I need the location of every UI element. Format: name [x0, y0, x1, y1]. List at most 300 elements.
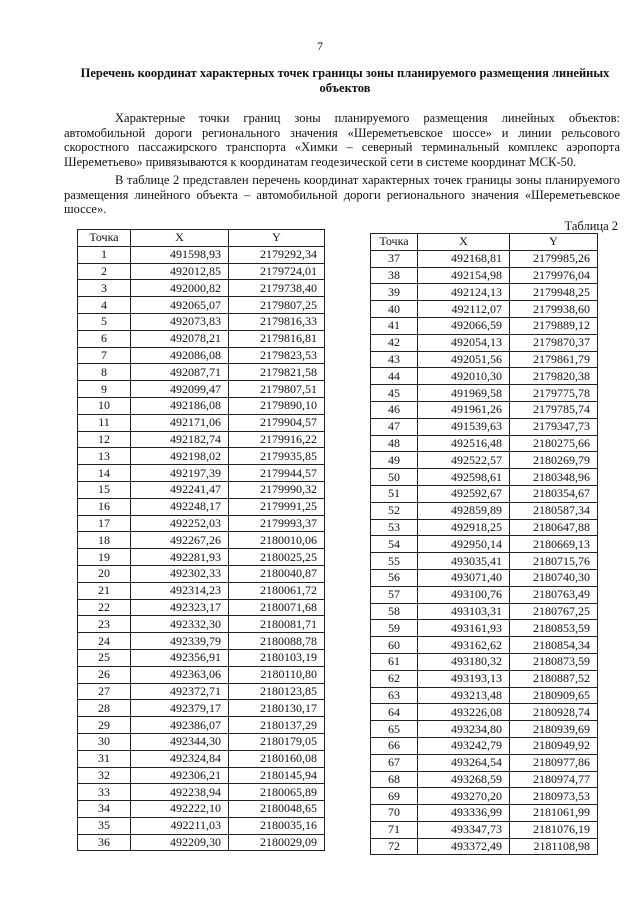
x-coordinate: 492000,82 [131, 280, 229, 297]
point-number: 59 [371, 620, 418, 637]
table-row [371, 536, 598, 553]
point-number: 29 [78, 717, 131, 734]
table-row [78, 246, 325, 263]
point-number: 51 [371, 485, 418, 502]
y-coordinate: 2180110,80 [229, 666, 325, 683]
x-coordinate: 493264,54 [418, 754, 510, 771]
table-row [371, 435, 598, 452]
table-row [371, 637, 598, 654]
x-coordinate: 492386,07 [131, 717, 229, 734]
table-row [78, 683, 325, 700]
table-row [78, 784, 325, 801]
y-coordinate: 2179820,38 [510, 368, 598, 385]
table-row [371, 653, 598, 670]
y-coordinate: 2179861,79 [510, 351, 598, 368]
y-coordinate: 2179807,51 [229, 381, 325, 398]
point-number: 38 [371, 267, 418, 284]
point-number: 35 [78, 817, 131, 834]
table-row [371, 620, 598, 637]
x-coordinate: 492267,26 [131, 532, 229, 549]
table-row [78, 750, 325, 767]
header-x: X [131, 230, 229, 247]
x-coordinate: 493226,08 [418, 704, 510, 721]
table-row [371, 502, 598, 519]
y-coordinate: 2179292,34 [229, 246, 325, 263]
table-row [78, 817, 325, 834]
y-coordinate: 2180348,96 [510, 469, 598, 486]
table-row [371, 351, 598, 368]
table-row [371, 250, 598, 267]
table-row [371, 805, 598, 822]
x-coordinate: 492087,71 [131, 364, 229, 381]
y-coordinate: 2179938,60 [510, 301, 598, 318]
y-coordinate: 2179976,04 [510, 267, 598, 284]
point-number: 17 [78, 515, 131, 532]
point-number: 50 [371, 469, 418, 486]
table-row [78, 381, 325, 398]
table-header-row [371, 234, 598, 251]
y-coordinate: 2180025,25 [229, 549, 325, 566]
point-number: 39 [371, 284, 418, 301]
point-number: 14 [78, 465, 131, 482]
table-row [371, 485, 598, 502]
y-coordinate: 2179347,73 [510, 418, 598, 435]
table-row [78, 364, 325, 381]
x-coordinate: 493071,40 [418, 569, 510, 586]
x-coordinate: 493100,76 [418, 586, 510, 603]
y-coordinate: 2180145,94 [229, 767, 325, 784]
table-row [78, 397, 325, 414]
y-coordinate: 2179916,22 [229, 431, 325, 448]
x-coordinate: 492339,79 [131, 633, 229, 650]
x-coordinate: 492209,30 [131, 834, 229, 851]
table-row [371, 687, 598, 704]
point-number: 12 [78, 431, 131, 448]
point-number: 20 [78, 565, 131, 582]
y-coordinate: 2179775,78 [510, 385, 598, 402]
table-row [371, 737, 598, 754]
table-row [371, 301, 598, 318]
x-coordinate: 492598,61 [418, 469, 510, 486]
y-coordinate: 2181076,19 [510, 821, 598, 838]
point-number: 58 [371, 603, 418, 620]
x-coordinate: 492302,33 [131, 565, 229, 582]
y-coordinate: 2179821,58 [229, 364, 325, 381]
table-row [78, 733, 325, 750]
table-row [78, 515, 325, 532]
table-reference-paragraph: В таблице 2 представлен перечень координат характерных точек границы зоны планируемого размещения линейного объекта – автомобильной дороги регионального значения «Шереметьевское шоссе». [64, 173, 620, 217]
x-coordinate: 492516,48 [418, 435, 510, 452]
table-row [78, 481, 325, 498]
x-coordinate: 492306,21 [131, 767, 229, 784]
coordinates-table-left [77, 229, 325, 851]
point-number: 18 [78, 532, 131, 549]
table-row [78, 582, 325, 599]
x-coordinate: 492124,13 [418, 284, 510, 301]
point-number: 62 [371, 670, 418, 687]
point-number: 9 [78, 381, 131, 398]
table-row [371, 838, 598, 855]
y-coordinate: 2180939,69 [510, 721, 598, 738]
point-number: 36 [78, 834, 131, 851]
x-coordinate: 492222,10 [131, 801, 229, 818]
x-coordinate: 493242,79 [418, 737, 510, 754]
y-coordinate: 2180130,17 [229, 700, 325, 717]
x-coordinate: 492086,08 [131, 347, 229, 364]
point-number: 43 [371, 351, 418, 368]
x-coordinate: 492066,59 [418, 317, 510, 334]
y-coordinate: 2180928,74 [510, 704, 598, 721]
x-coordinate: 492248,17 [131, 498, 229, 515]
table-row [78, 532, 325, 549]
y-coordinate: 2180061,72 [229, 582, 325, 599]
y-coordinate: 2180040,87 [229, 565, 325, 582]
x-coordinate: 493213,48 [418, 687, 510, 704]
point-number: 61 [371, 653, 418, 670]
table-row [78, 414, 325, 431]
point-number: 15 [78, 481, 131, 498]
table-row [78, 767, 325, 784]
x-coordinate: 493336,99 [418, 805, 510, 822]
x-coordinate: 492099,47 [131, 381, 229, 398]
y-coordinate: 2180010,06 [229, 532, 325, 549]
table-row [371, 721, 598, 738]
table-row [78, 330, 325, 347]
point-number: 41 [371, 317, 418, 334]
table-row [78, 565, 325, 582]
table-row [78, 616, 325, 633]
point-number: 32 [78, 767, 131, 784]
x-coordinate: 493103,31 [418, 603, 510, 620]
x-coordinate: 493347,73 [418, 821, 510, 838]
y-coordinate: 2180269,79 [510, 452, 598, 469]
point-number: 46 [371, 401, 418, 418]
point-number: 2 [78, 263, 131, 280]
point-number: 65 [371, 721, 418, 738]
y-coordinate: 2179785,74 [510, 401, 598, 418]
x-coordinate: 492332,30 [131, 616, 229, 633]
y-coordinate: 2179904,57 [229, 414, 325, 431]
table-row [371, 385, 598, 402]
y-coordinate: 2180909,65 [510, 687, 598, 704]
point-number: 31 [78, 750, 131, 767]
y-coordinate: 2179948,25 [510, 284, 598, 301]
table-row [371, 469, 598, 486]
x-coordinate: 493193,13 [418, 670, 510, 687]
table-row [78, 347, 325, 364]
x-coordinate: 493268,59 [418, 771, 510, 788]
point-number: 60 [371, 637, 418, 654]
x-coordinate: 493234,80 [418, 721, 510, 738]
table-row [78, 700, 325, 717]
point-number: 42 [371, 334, 418, 351]
table-row [371, 704, 598, 721]
y-coordinate: 2180354,67 [510, 485, 598, 502]
table-row [78, 666, 325, 683]
table-row [371, 821, 598, 838]
table-row [371, 267, 598, 284]
y-coordinate: 2179738,40 [229, 280, 325, 297]
table-row [371, 334, 598, 351]
table-row [371, 603, 598, 620]
y-coordinate: 2180763,49 [510, 586, 598, 603]
table-row [371, 586, 598, 603]
point-number: 21 [78, 582, 131, 599]
y-coordinate: 2180137,29 [229, 717, 325, 734]
y-coordinate: 2180853,59 [510, 620, 598, 637]
y-coordinate: 2180767,25 [510, 603, 598, 620]
table-row [78, 599, 325, 616]
table-row [78, 263, 325, 280]
x-coordinate: 492281,93 [131, 549, 229, 566]
y-coordinate: 2180103,19 [229, 649, 325, 666]
x-coordinate: 492171,06 [131, 414, 229, 431]
table-row [78, 431, 325, 448]
point-number: 27 [78, 683, 131, 700]
point-number: 57 [371, 586, 418, 603]
point-number: 69 [371, 788, 418, 805]
x-coordinate: 492112,07 [418, 301, 510, 318]
x-coordinate: 492252,03 [131, 515, 229, 532]
point-number: 6 [78, 330, 131, 347]
table-row [78, 448, 325, 465]
page-title: Перечень координат характерных точек границы зоны планируемого размещения линейных объектов [80, 66, 610, 95]
y-coordinate: 2180647,88 [510, 519, 598, 536]
table-row [371, 418, 598, 435]
table-row [371, 553, 598, 570]
x-coordinate: 492238,94 [131, 784, 229, 801]
x-coordinate: 491961,26 [418, 401, 510, 418]
point-number: 3 [78, 280, 131, 297]
point-number: 34 [78, 801, 131, 818]
intro-paragraph: Характерные точки границ зоны планируемого размещения линейных объектов: автомобильной дороги регионального значения «Шереметьевское шоссе» и линии рельсового скоростного пассажирского транспорта «Химки – северный терминальный комплекс аэропорта Шереметьево» привязываются к координатам геодезической сети в системе координат МСК-50. [64, 111, 620, 169]
table-row [78, 297, 325, 314]
y-coordinate: 2179807,25 [229, 297, 325, 314]
x-coordinate: 492211,03 [131, 817, 229, 834]
header-point: Точка [371, 234, 418, 251]
point-number: 40 [371, 301, 418, 318]
y-coordinate: 2180740,30 [510, 569, 598, 586]
x-coordinate: 492950,14 [418, 536, 510, 553]
y-coordinate: 2179944,57 [229, 465, 325, 482]
x-coordinate: 493270,20 [418, 788, 510, 805]
point-number: 68 [371, 771, 418, 788]
point-number: 7 [78, 347, 131, 364]
point-number: 52 [371, 502, 418, 519]
table-row [371, 317, 598, 334]
x-coordinate: 492356,91 [131, 649, 229, 666]
x-coordinate: 492198,02 [131, 448, 229, 465]
table-row [78, 717, 325, 734]
point-number: 66 [371, 737, 418, 754]
header-x: X [418, 234, 510, 251]
table-row [371, 284, 598, 301]
y-coordinate: 2180587,34 [510, 502, 598, 519]
header-y: Y [510, 234, 598, 251]
point-number: 49 [371, 452, 418, 469]
x-coordinate: 492918,25 [418, 519, 510, 536]
y-coordinate: 2180873,59 [510, 653, 598, 670]
x-coordinate: 492372,71 [131, 683, 229, 700]
point-number: 70 [371, 805, 418, 822]
x-coordinate: 491969,58 [418, 385, 510, 402]
point-number: 63 [371, 687, 418, 704]
y-coordinate: 2180071,68 [229, 599, 325, 616]
x-coordinate: 492379,17 [131, 700, 229, 717]
table-row [78, 280, 325, 297]
point-number: 54 [371, 536, 418, 553]
x-coordinate: 492078,21 [131, 330, 229, 347]
table-row [371, 401, 598, 418]
table-row [78, 465, 325, 482]
x-coordinate: 491598,93 [131, 246, 229, 263]
y-coordinate: 2180035,16 [229, 817, 325, 834]
point-number: 44 [371, 368, 418, 385]
y-coordinate: 2180887,52 [510, 670, 598, 687]
x-coordinate: 492012,85 [131, 263, 229, 280]
point-number: 56 [371, 569, 418, 586]
y-coordinate: 2181108,98 [510, 838, 598, 855]
x-coordinate: 492522,57 [418, 452, 510, 469]
x-coordinate: 491539,63 [418, 418, 510, 435]
table-row [371, 670, 598, 687]
point-number: 11 [78, 414, 131, 431]
x-coordinate: 492182,74 [131, 431, 229, 448]
point-number: 16 [78, 498, 131, 515]
y-coordinate: 2180669,13 [510, 536, 598, 553]
point-number: 5 [78, 313, 131, 330]
point-number: 1 [78, 246, 131, 263]
point-number: 25 [78, 649, 131, 666]
x-coordinate: 492241,47 [131, 481, 229, 498]
table-row [78, 498, 325, 515]
x-coordinate: 492073,83 [131, 313, 229, 330]
table-row [371, 569, 598, 586]
y-coordinate: 2180081,71 [229, 616, 325, 633]
point-number: 53 [371, 519, 418, 536]
point-number: 45 [371, 385, 418, 402]
table-row [78, 549, 325, 566]
table-header-row [78, 230, 325, 247]
point-number: 30 [78, 733, 131, 750]
point-number: 33 [78, 784, 131, 801]
table-row [371, 771, 598, 788]
point-number: 19 [78, 549, 131, 566]
point-number: 71 [371, 821, 418, 838]
x-coordinate: 493035,41 [418, 553, 510, 570]
point-number: 10 [78, 397, 131, 414]
y-coordinate: 2179724,01 [229, 263, 325, 280]
y-coordinate: 2180977,86 [510, 754, 598, 771]
y-coordinate: 2180179,05 [229, 733, 325, 750]
y-coordinate: 2179889,12 [510, 317, 598, 334]
x-coordinate: 492197,39 [131, 465, 229, 482]
y-coordinate: 2180974,77 [510, 771, 598, 788]
x-coordinate: 492314,23 [131, 582, 229, 599]
table-row [78, 801, 325, 818]
point-number: 37 [371, 250, 418, 267]
y-coordinate: 2179816,81 [229, 330, 325, 347]
y-coordinate: 2180854,34 [510, 637, 598, 654]
point-number: 24 [78, 633, 131, 650]
y-coordinate: 2180123,85 [229, 683, 325, 700]
table-row [78, 834, 325, 851]
x-coordinate: 493162,62 [418, 637, 510, 654]
x-coordinate: 492051,56 [418, 351, 510, 368]
point-number: 72 [371, 838, 418, 855]
y-coordinate: 2180048,65 [229, 801, 325, 818]
x-coordinate: 492054,13 [418, 334, 510, 351]
point-number: 23 [78, 616, 131, 633]
point-number: 13 [78, 448, 131, 465]
y-coordinate: 2179890,10 [229, 397, 325, 414]
point-number: 55 [371, 553, 418, 570]
point-number: 4 [78, 297, 131, 314]
x-coordinate: 492168,81 [418, 250, 510, 267]
y-coordinate: 2180973,53 [510, 788, 598, 805]
y-coordinate: 2179990,32 [229, 481, 325, 498]
page-number: 7 [317, 39, 323, 53]
y-coordinate: 2179993,37 [229, 515, 325, 532]
point-number: 22 [78, 599, 131, 616]
x-coordinate: 492010,30 [418, 368, 510, 385]
x-coordinate: 492186,08 [131, 397, 229, 414]
table-row [78, 633, 325, 650]
x-coordinate: 492859,89 [418, 502, 510, 519]
point-number: 48 [371, 435, 418, 452]
header-y: Y [229, 230, 325, 247]
x-coordinate: 493180,32 [418, 653, 510, 670]
y-coordinate: 2180029,09 [229, 834, 325, 851]
table-row [78, 313, 325, 330]
point-number: 26 [78, 666, 131, 683]
y-coordinate: 2179985,26 [510, 250, 598, 267]
y-coordinate: 2179816,33 [229, 313, 325, 330]
x-coordinate: 492344,30 [131, 733, 229, 750]
x-coordinate: 492363,06 [131, 666, 229, 683]
point-number: 64 [371, 704, 418, 721]
y-coordinate: 2179935,85 [229, 448, 325, 465]
x-coordinate: 492065,07 [131, 297, 229, 314]
header-point: Точка [78, 230, 131, 247]
point-number: 67 [371, 754, 418, 771]
x-coordinate: 492592,67 [418, 485, 510, 502]
x-coordinate: 493161,93 [418, 620, 510, 637]
point-number: 8 [78, 364, 131, 381]
y-coordinate: 2180160,08 [229, 750, 325, 767]
x-coordinate: 492154,98 [418, 267, 510, 284]
x-coordinate: 492323,17 [131, 599, 229, 616]
point-number: 28 [78, 700, 131, 717]
y-coordinate: 2179823,53 [229, 347, 325, 364]
table-row [371, 368, 598, 385]
y-coordinate: 2180065,89 [229, 784, 325, 801]
table-row [371, 788, 598, 805]
y-coordinate: 2180715,76 [510, 553, 598, 570]
y-coordinate: 2180275,66 [510, 435, 598, 452]
point-number: 47 [371, 418, 418, 435]
table-row [371, 452, 598, 469]
y-coordinate: 2180949,92 [510, 737, 598, 754]
table-row [371, 519, 598, 536]
table-row [78, 649, 325, 666]
table-row [371, 754, 598, 771]
y-coordinate: 2181061,99 [510, 805, 598, 822]
x-coordinate: 493372,49 [418, 838, 510, 855]
coordinates-table-right [370, 233, 598, 855]
y-coordinate: 2180088,78 [229, 633, 325, 650]
y-coordinate: 2179870,37 [510, 334, 598, 351]
